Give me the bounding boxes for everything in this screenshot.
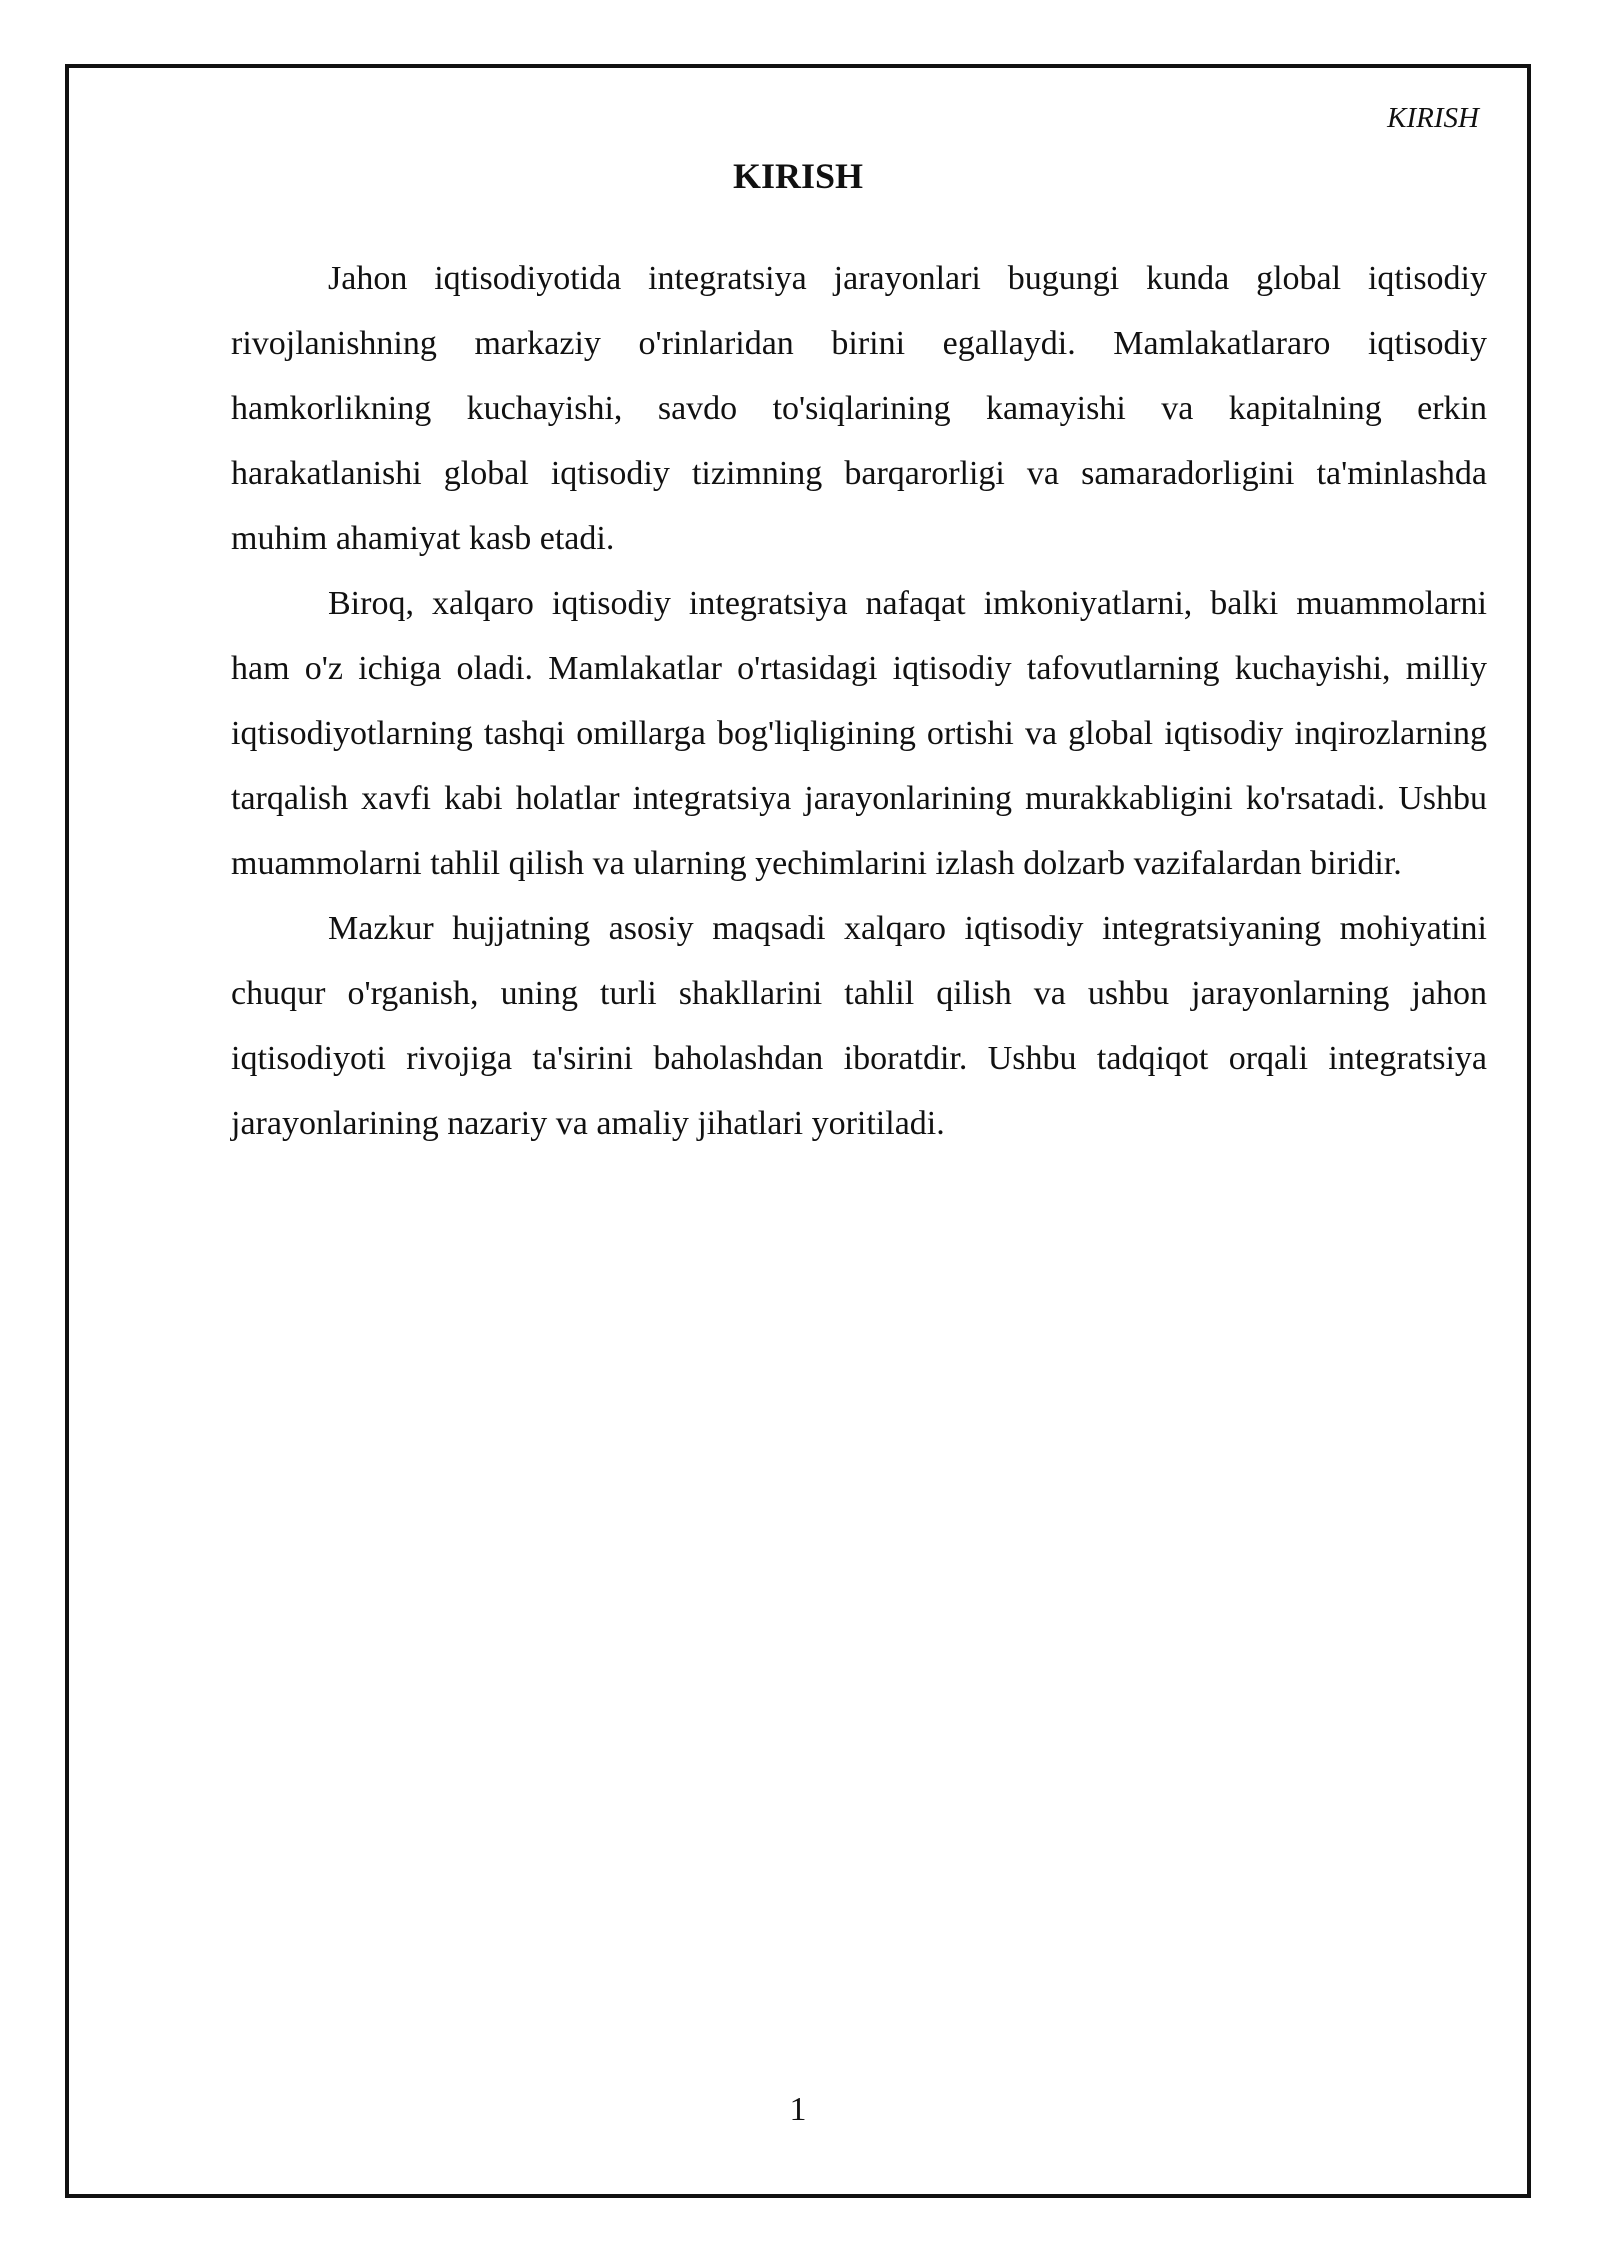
running-header: KIRISH [1387, 102, 1479, 134]
paragraph: Jahon iqtisodiyotida integratsiya jarayonlari bugungi kunda global iqtisodiy rivojlanishning markaziy o'rinlaridan birini egallaydi. Mamlakatlararo iqtisodiy hamkorlikning kuchayishi, savdo to'siqlarining kamayishi va kapitalning erkin harakatlanishi global iqtisodiy tizimning barqarorligi va samaradorligini ta'minlashda muhim ahamiyat kasb etadi. [231, 260, 1487, 557]
page-frame [65, 64, 1531, 2198]
paragraph: Biroq, xalqaro iqtisodiy integratsiya nafaqat imkoniyatlarni, balki muammolarni ham o'z ichiga oladi. Mamlakatlar o'rtasidagi iqtisodiy tafovutlarning kuchayishi, milliy iqtisodiyotlarning tashqi omillarga bog'liqligining ortishi va global iqtisodiy inqirozlarning tarqalish xavfi kabi holatlar integratsiya jarayonlarining murakkabligini ko'rsatadi. Ushbu muammolarni tahlil qilish va ularning yechimlarini izlash dolzarb vazifalardan biridir. [231, 585, 1487, 882]
document-body [231, 246, 1487, 1156]
paragraph: Mazkur hujjatning asosiy maqsadi xalqaro iqtisodiy integratsiyaning mohiyatini chuqur o'rganish, uning turli shakllarini tahlil qilish va ushbu jarayonlarning jahon iqtisodiyoti rivojiga ta'sirini baholashdan iboratdir. Ushbu tadqiqot orqali integratsiya jarayonlarining nazariy va amaliy jihatlari yoritiladi. [231, 910, 1487, 1142]
page-number: 1 [789, 2091, 807, 2128]
page-title: KIRISH [732, 156, 864, 196]
